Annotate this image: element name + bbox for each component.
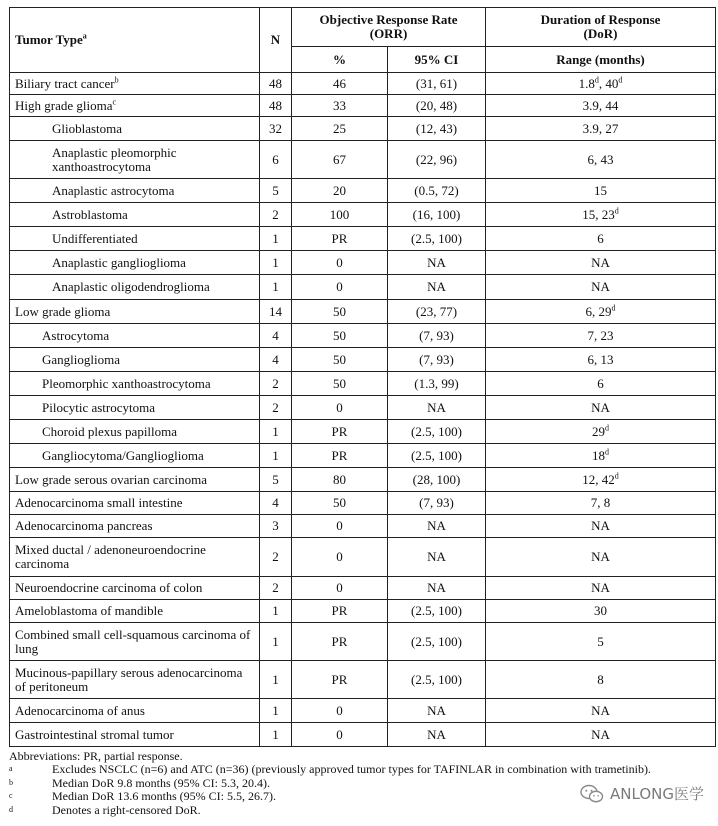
n-cell: 2 bbox=[260, 577, 292, 600]
orr-ci-cell: (22, 96) bbox=[388, 141, 486, 179]
orr-pct-cell: 0 bbox=[292, 538, 388, 577]
dor-range-cell: NA bbox=[486, 396, 716, 420]
dor-range-cell: 6 bbox=[486, 227, 716, 251]
header-dor: Duration of Response (DoR) bbox=[486, 8, 716, 47]
orr-ci-cell: (28, 100) bbox=[388, 468, 486, 492]
table-row bbox=[10, 275, 716, 300]
orr-pct-cell: 50 bbox=[292, 372, 388, 396]
orr-ci-cell: (12, 43) bbox=[388, 117, 486, 141]
orr-ci-cell: NA bbox=[388, 723, 486, 747]
orr-ci-cell: (7, 93) bbox=[388, 348, 486, 372]
orr-ci-cell: (7, 93) bbox=[388, 324, 486, 348]
tumor-type-cell: High grade glioma$^c$ bbox=[10, 95, 260, 117]
n-cell: 14 bbox=[260, 300, 292, 324]
orr-ci-cell: (7, 93) bbox=[388, 492, 486, 515]
n-cell: 2 bbox=[260, 203, 292, 227]
table-row bbox=[10, 300, 716, 324]
table-row bbox=[10, 73, 716, 95]
dor-range-cell: NA bbox=[486, 538, 716, 577]
n-cell: 1 bbox=[260, 251, 292, 275]
n-cell: 4 bbox=[260, 324, 292, 348]
orr-pct-cell: 0 bbox=[292, 275, 388, 300]
tumor-type-cell: Combined small cell-squamous carcinoma of lung bbox=[10, 623, 260, 661]
orr-ci-cell: NA bbox=[388, 396, 486, 420]
table-row bbox=[10, 661, 716, 699]
orr-pct-cell: 0 bbox=[292, 251, 388, 275]
header-row-1 bbox=[10, 8, 716, 47]
n-cell: 1 bbox=[260, 227, 292, 251]
footnote-text: Median DoR 9.8 months (95% CI: 5.3, 20.4). bbox=[52, 775, 270, 790]
dor-range-cell: 3.9, 44 bbox=[486, 95, 716, 117]
header-tumor-type: Tumor Type$^a$ bbox=[10, 8, 260, 73]
orr-pct-cell: PR bbox=[292, 444, 388, 468]
n-cell: 1 bbox=[260, 275, 292, 300]
tumor-type-cell: Low grade glioma bbox=[10, 300, 260, 324]
tumor-type-cell: Anaplastic oligodendroglioma bbox=[10, 275, 260, 300]
orr-pct-cell: 20 bbox=[292, 179, 388, 203]
orr-pct-cell: 0 bbox=[292, 396, 388, 420]
footnote-text: Denotes a right-censored DoR. bbox=[52, 802, 201, 817]
orr-ci-cell: NA bbox=[388, 515, 486, 538]
dor-range-cell: NA bbox=[486, 723, 716, 747]
orr-ci-cell: (20, 48) bbox=[388, 95, 486, 117]
footnote-mark: d bbox=[9, 804, 13, 814]
table-row bbox=[10, 699, 716, 723]
table-row bbox=[10, 372, 716, 396]
dor-range-cell: 7, 8 bbox=[486, 492, 716, 515]
dor-range-cell: 3.9, 27 bbox=[486, 117, 716, 141]
n-cell: 1 bbox=[260, 623, 292, 661]
tumor-type-cell: Neuroendocrine carcinoma of colon bbox=[10, 577, 260, 600]
orr-pct-cell: 0 bbox=[292, 699, 388, 723]
tumor-type-cell: Adenocarcinoma pancreas bbox=[10, 515, 260, 538]
footnote-mark: c bbox=[9, 791, 13, 801]
orr-pct-cell: PR bbox=[292, 420, 388, 444]
abbreviations-note: Abbreviations: PR, partial response. bbox=[9, 749, 183, 763]
table-row bbox=[10, 95, 716, 117]
orr-pct-cell: PR bbox=[292, 600, 388, 623]
table-row bbox=[10, 623, 716, 661]
table-row bbox=[10, 538, 716, 577]
orr-pct-cell: 67 bbox=[292, 141, 388, 179]
watermark bbox=[580, 783, 704, 804]
footnote-mark: b bbox=[9, 777, 13, 787]
dor-range-cell: 6, 43 bbox=[486, 141, 716, 179]
n-cell: 4 bbox=[260, 492, 292, 515]
tumor-type-cell: Mucinous-papillary serous adenocarcinoma of peritoneum bbox=[10, 661, 260, 699]
header-range: Range (months) bbox=[486, 47, 716, 73]
orr-ci-cell: (2.5, 100) bbox=[388, 661, 486, 699]
table-row bbox=[10, 179, 716, 203]
dor-range-cell: 8 bbox=[486, 661, 716, 699]
footnote-mark: a bbox=[9, 764, 13, 774]
n-cell: 1 bbox=[260, 420, 292, 444]
dor-range-cell: 6, 29$^d$ bbox=[486, 300, 716, 324]
dor-range-cell: 5 bbox=[486, 623, 716, 661]
dor-range-cell: NA bbox=[486, 515, 716, 538]
footnote-item bbox=[9, 763, 709, 776]
dor-range-cell: 15 bbox=[486, 179, 716, 203]
orr-ci-cell: (2.5, 100) bbox=[388, 623, 486, 661]
table-row bbox=[10, 723, 716, 747]
dor-range-cell: 7, 23 bbox=[486, 324, 716, 348]
footnote-item bbox=[9, 804, 709, 817]
n-cell: 2 bbox=[260, 538, 292, 577]
n-cell: 2 bbox=[260, 372, 292, 396]
table-row bbox=[10, 227, 716, 251]
orr-pct-cell: 33 bbox=[292, 95, 388, 117]
dor-range-cell: 6 bbox=[486, 372, 716, 396]
orr-ci-cell: NA bbox=[388, 699, 486, 723]
n-cell: 48 bbox=[260, 95, 292, 117]
orr-ci-cell: (16, 100) bbox=[388, 203, 486, 227]
orr-ci-cell: NA bbox=[388, 538, 486, 577]
table-row bbox=[10, 203, 716, 227]
tumor-type-cell: Anaplastic ganglioglioma bbox=[10, 251, 260, 275]
watermark-text: ANLONG医学 bbox=[610, 785, 704, 803]
table-row bbox=[10, 117, 716, 141]
tumor-type-cell: Gangliocytoma/Ganglioglioma bbox=[10, 444, 260, 468]
orr-pct-cell: 50 bbox=[292, 300, 388, 324]
footnote-text: Excludes NSCLC (n=6) and ATC (n=36) (previously approved tumor types for TAFINLAR in combination with trametinib). bbox=[52, 762, 651, 777]
dor-range-cell: NA bbox=[486, 275, 716, 300]
table-row bbox=[10, 515, 716, 538]
tumor-type-cell: Ameloblastoma of mandible bbox=[10, 600, 260, 623]
dor-range-cell: 6, 13 bbox=[486, 348, 716, 372]
table-row bbox=[10, 141, 716, 179]
n-cell: 6 bbox=[260, 141, 292, 179]
tumor-type-cell: Biliary tract cancer$^b$ bbox=[10, 73, 260, 95]
tumor-type-cell: Gastrointestinal stromal tumor bbox=[10, 723, 260, 747]
tumor-type-cell: Pleomorphic xanthoastrocytoma bbox=[10, 372, 260, 396]
table-row bbox=[10, 444, 716, 468]
table-row bbox=[10, 396, 716, 420]
tumor-type-cell: Adenocarcinoma small intestine bbox=[10, 492, 260, 515]
n-cell: 1 bbox=[260, 699, 292, 723]
tumor-type-cell: Ganglioglioma bbox=[10, 348, 260, 372]
orr-ci-cell: (2.5, 100) bbox=[388, 444, 486, 468]
header-n: N bbox=[260, 8, 292, 73]
n-cell: 1 bbox=[260, 600, 292, 623]
orr-pct-cell: PR bbox=[292, 623, 388, 661]
orr-pct-cell: 25 bbox=[292, 117, 388, 141]
table-row bbox=[10, 348, 716, 372]
orr-pct-cell: 46 bbox=[292, 73, 388, 95]
orr-pct-cell: 50 bbox=[292, 348, 388, 372]
orr-pct-cell: PR bbox=[292, 227, 388, 251]
orr-ci-cell: NA bbox=[388, 577, 486, 600]
orr-pct-cell: 0 bbox=[292, 723, 388, 747]
orr-ci-cell: NA bbox=[388, 251, 486, 275]
orr-pct-cell: 80 bbox=[292, 468, 388, 492]
table-row bbox=[10, 420, 716, 444]
tumor-type-cell: Astroblastoma bbox=[10, 203, 260, 227]
dor-range-cell: NA bbox=[486, 251, 716, 275]
dor-range-cell: 15, 23$^d$ bbox=[486, 203, 716, 227]
dor-range-cell: 29$^d$ bbox=[486, 420, 716, 444]
table-row bbox=[10, 492, 716, 515]
orr-pct-cell: 100 bbox=[292, 203, 388, 227]
dor-range-cell: NA bbox=[486, 699, 716, 723]
footnote-text: Median DoR 13.6 months (95% CI: 5.5, 26.7). bbox=[52, 789, 276, 804]
n-cell: 5 bbox=[260, 468, 292, 492]
table-row bbox=[10, 600, 716, 623]
orr-ci-cell: (2.5, 100) bbox=[388, 420, 486, 444]
orr-ci-cell: (2.5, 100) bbox=[388, 600, 486, 623]
n-cell: 1 bbox=[260, 444, 292, 468]
tumor-type-cell: Pilocytic astrocytoma bbox=[10, 396, 260, 420]
n-cell: 5 bbox=[260, 179, 292, 203]
orr-pct-cell: 0 bbox=[292, 577, 388, 600]
orr-ci-cell: NA bbox=[388, 275, 486, 300]
table-body bbox=[10, 73, 716, 747]
dor-range-cell: 30 bbox=[486, 600, 716, 623]
orr-pct-cell: 0 bbox=[292, 515, 388, 538]
tumor-type-cell: Low grade serous ovarian carcinoma bbox=[10, 468, 260, 492]
tumor-type-cell: Astrocytoma bbox=[10, 324, 260, 348]
table-row bbox=[10, 324, 716, 348]
orr-ci-cell: (2.5, 100) bbox=[388, 227, 486, 251]
tumor-type-cell: Adenocarcinoma of anus bbox=[10, 699, 260, 723]
header-orr: Objective Response Rate (ORR) bbox=[292, 8, 486, 47]
n-cell: 3 bbox=[260, 515, 292, 538]
orr-pct-cell: 50 bbox=[292, 324, 388, 348]
orr-ci-cell: (31, 61) bbox=[388, 73, 486, 95]
orr-ci-cell: (23, 77) bbox=[388, 300, 486, 324]
tumor-type-cell: Anaplastic pleomorphic xanthoastrocytoma bbox=[10, 141, 260, 179]
tumor-type-cell: Glioblastoma bbox=[10, 117, 260, 141]
dor-range-cell: 1.8$^d$, 40$^d$ bbox=[486, 73, 716, 95]
response-table bbox=[9, 7, 716, 747]
dor-range-cell: NA bbox=[486, 577, 716, 600]
tumor-type-cell: Undifferentiated bbox=[10, 227, 260, 251]
table-row bbox=[10, 251, 716, 275]
n-cell: 48 bbox=[260, 73, 292, 95]
n-cell: 1 bbox=[260, 723, 292, 747]
dor-range-cell: 18$^d$ bbox=[486, 444, 716, 468]
orr-ci-cell: (1.3, 99) bbox=[388, 372, 486, 396]
tumor-type-cell: Mixed ductal / adenoneuroendocrine carcinoma bbox=[10, 538, 260, 577]
n-cell: 2 bbox=[260, 396, 292, 420]
header-ci: 95% CI bbox=[388, 47, 486, 73]
table-row bbox=[10, 577, 716, 600]
table-row bbox=[10, 468, 716, 492]
n-cell: 1 bbox=[260, 661, 292, 699]
tumor-type-cell: Choroid plexus papilloma bbox=[10, 420, 260, 444]
dor-range-cell: 12, 42$^d$ bbox=[486, 468, 716, 492]
orr-pct-cell: PR bbox=[292, 661, 388, 699]
wechat-icon bbox=[580, 784, 604, 804]
n-cell: 4 bbox=[260, 348, 292, 372]
orr-pct-cell: 50 bbox=[292, 492, 388, 515]
tumor-type-cell: Anaplastic astrocytoma bbox=[10, 179, 260, 203]
orr-ci-cell: (0.5, 72) bbox=[388, 179, 486, 203]
n-cell: 32 bbox=[260, 117, 292, 141]
header-pct: % bbox=[292, 47, 388, 73]
